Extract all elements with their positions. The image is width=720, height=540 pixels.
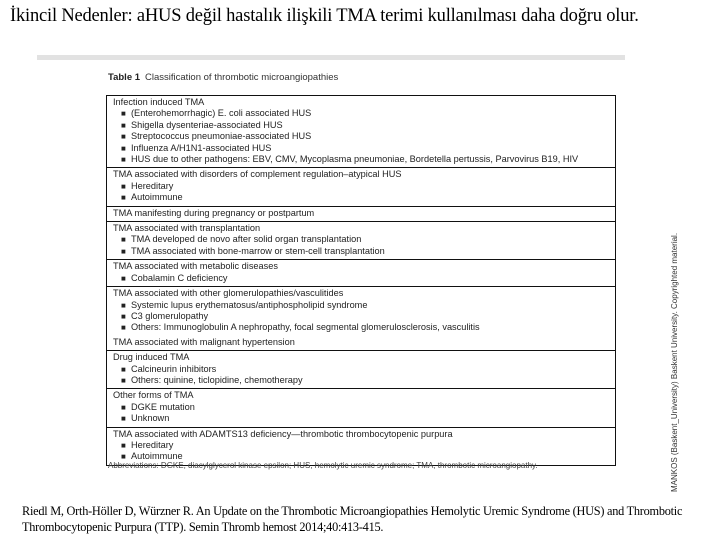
bullet-icon: ■ — [121, 323, 126, 333]
slide-title: İkincil Nedenler: aHUS değil hastalık ilişkili TMA terimi kullanılması daha doğru olur. — [10, 6, 639, 26]
table-label: Table 1 — [108, 72, 141, 83]
bullet-icon: ■ — [121, 375, 126, 385]
block-heading: Drug induced TMA — [113, 352, 190, 363]
list-item: ■ (Enterohemorrhagic) E. coli associated HUS — [121, 108, 312, 119]
bullet-icon: ■ — [121, 246, 126, 256]
list-item: ■ Shigella dysenteriae-associated HUS — [121, 119, 283, 130]
bullet-icon: ■ — [121, 109, 126, 119]
block-heading: TMA associated with disorders of complement regulation–atypical HUS — [113, 169, 402, 180]
bullet-icon: ■ — [121, 235, 126, 245]
table-block-drug — [107, 350, 615, 388]
list-item: ■ TMA associated with bone-marrow or stem-cell transplantation — [121, 245, 385, 256]
block-heading: TMA associated with ADAMTS13 deficiency—thrombotic thrombocytopenic purpura — [113, 428, 453, 439]
table-caption: Classification of thrombotic microangiopathies — [145, 72, 339, 83]
table-block-pregnancy — [107, 206, 615, 221]
block-heading: TMA associated with other glomerulopathies/vasculitides — [113, 288, 344, 299]
list-item: ■ Streptococcus pneumoniae-associated HUS — [121, 131, 312, 142]
list-item: ■ Unknown — [121, 413, 170, 424]
copyright-watermark: MANKOS (Baskent_University) Baskent University. Copyrighted material. — [670, 232, 679, 492]
bullet-icon: ■ — [121, 181, 126, 191]
bullet-icon: ■ — [121, 132, 126, 142]
list-item: ■ Systemic lupus erythematosus/antiphospholipid syndrome — [121, 299, 368, 310]
table-block-adamts13 — [107, 427, 615, 465]
list-item: ■ Autoimmune — [121, 451, 183, 462]
citation: Riedl M, Orth-Höller D, Würzner R. An Update on the Thrombotic Microangiopathies Hemolytic Uremic Syndrome (HUS) and Thrombotic Thrombocytopenic Purpura (TTP). Semin Thromb hemost 2014;40:413-415. — [22, 504, 683, 534]
table-heading — [108, 72, 338, 83]
block-heading: Other forms of TMA — [113, 390, 194, 401]
list-item: ■ HUS due to other pathogens: EBV, CMV, Mycoplasma pneumoniae, Bordetella pertussis, Parvovirus B19, HIV — [121, 154, 579, 165]
bullet-icon: ■ — [121, 300, 126, 310]
bullet-icon: ■ — [121, 414, 126, 424]
list-item: ■ DGKE mutation — [121, 401, 195, 412]
list-item: ■ Hereditary — [121, 439, 174, 450]
block-heading: TMA associated with transplantation — [113, 223, 261, 234]
table-block-transplantation — [107, 221, 615, 259]
table-abbreviations: Abbreviations: DGKE, diacylglycerol kinase epsilon; HUS, hemolytic uremic syndrome; TMA, thrombotic microangiopathy. — [108, 461, 538, 470]
list-item: ■ TMA developed de novo after solid organ transplantation — [121, 234, 362, 245]
list-item: ■ Calcineurin inhibitors — [121, 363, 217, 374]
classification-table — [106, 95, 616, 466]
block-heading: Infection induced TMA — [113, 97, 205, 107]
bullet-icon: ■ — [121, 440, 126, 450]
bullet-icon: ■ — [121, 193, 126, 203]
table-block-other — [107, 388, 615, 426]
table-block-metabolic — [107, 259, 615, 286]
list-item: ■ Hereditary — [121, 180, 174, 191]
list-item: ■ Cobalamin C deficiency — [121, 272, 228, 283]
list-item: ■ Influenza A/H1N1-associated HUS — [121, 142, 272, 153]
header-divider-bar — [37, 55, 625, 60]
bullet-icon: ■ — [121, 364, 126, 374]
table-block-complement — [107, 167, 615, 205]
bullet-icon: ■ — [121, 155, 126, 165]
bullet-icon: ■ — [121, 120, 126, 130]
bullet-icon: ■ — [121, 273, 126, 283]
block-heading-hypertension: TMA associated with malignant hypertension — [113, 336, 295, 347]
block-heading: TMA manifesting during pregnancy or postpartum — [113, 207, 315, 218]
table-block-infection — [107, 96, 615, 167]
bullet-icon: ■ — [121, 452, 126, 462]
list-item: ■ Autoimmune — [121, 192, 183, 203]
table-block-glomerulopathies — [107, 286, 615, 350]
list-item: ■ C3 glomerulopathy — [121, 310, 209, 321]
bullet-icon: ■ — [121, 311, 126, 321]
list-item: ■ Others: Immunoglobulin A nephropathy, focal segmental glomerulosclerosis, vasculitis — [121, 322, 480, 333]
bullet-icon: ■ — [121, 143, 126, 153]
bullet-icon: ■ — [121, 402, 126, 412]
list-item: ■ Others: quinine, ticlopidine, chemotherapy — [121, 374, 303, 385]
block-heading: TMA associated with metabolic diseases — [113, 261, 278, 272]
